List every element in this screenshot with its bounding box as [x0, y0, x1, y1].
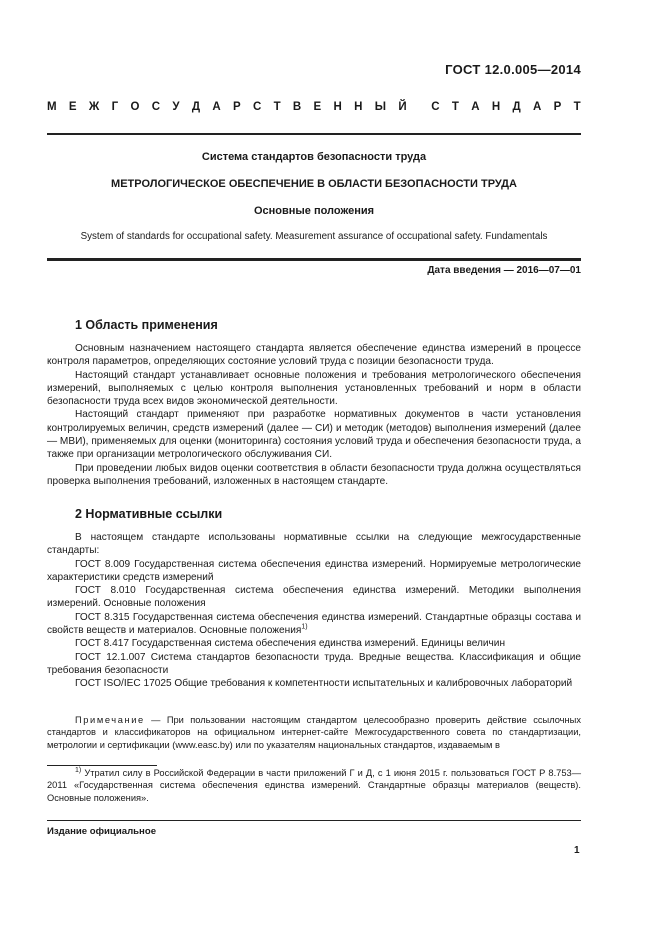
section-2-body [47, 531, 581, 691]
section-1-body [47, 342, 581, 488]
reference-item: ГОСТ 8.009 Государственная система обеспечения единства измерений. Нормируемые метрологические характеристики средств измерений [47, 558, 581, 583]
section-2-heading: 2 Нормативные ссылки [75, 507, 223, 521]
title-rule [47, 258, 581, 261]
footnote [47, 767, 581, 804]
note-text: — При пользовании настоящим стандартом целесообразно проверить действие ссылочных стандартов и классификаторов на официальном интернет-сайте Межгосударственного совета по стандартизации, метрологии и сертификации (www.easc.by) или по указателям национальных стандартов, издаваемым в [47, 715, 581, 750]
page-number: 1 [574, 845, 580, 856]
standard-series: Система стандартов безопасности труда [201, 151, 427, 163]
edition-rule [47, 820, 581, 821]
banner-letter: У [172, 101, 180, 113]
banner-letter: Т [273, 101, 281, 113]
reference-item [47, 611, 581, 638]
banner-letter: Н [354, 101, 363, 113]
banner-letter: О [130, 101, 140, 113]
reference-item: ГОСТ ISO/IEC 17025 Общие требования к компетентности испытательных и калибровочных лабораторий [75, 678, 573, 690]
banner-letter: Т [451, 101, 459, 113]
banner-letter: С [151, 101, 161, 113]
official-edition-label: Издание официальное [47, 826, 157, 837]
banner-letter: Е [68, 101, 77, 113]
section-1-heading: 1 Область применения [75, 318, 218, 332]
banner-letter: А [212, 101, 221, 113]
standard-title: МЕТРОЛОГИЧЕСКОЕ ОБЕСПЕЧЕНИЕ В ОБЛАСТИ БЕЗОПАСНОСТИ ТРУДА [111, 178, 517, 190]
interstate-standard-banner [47, 101, 581, 113]
banner-letter: Д [512, 101, 521, 113]
banner-letter: А [471, 101, 480, 113]
reference-item: ГОСТ 8.010 Государственная система обеспечения единства измерений. Методики выполнения измерений. Основные положения [47, 585, 581, 610]
banner-letter: М [47, 101, 57, 113]
reference-text: ГОСТ 8.315 Государственная система обеспечения единства измерений. Стандартные образцы состава и свойств веществ и материалов. Основные положения [47, 611, 581, 637]
introduction-date: Дата введения — 2016—07—01 [427, 265, 581, 276]
header-rule [47, 133, 581, 135]
reference-item: ГОСТ 8.417 Государственная система обеспечения единства измерений. Единицы величин [75, 638, 506, 650]
banner-letter: Г [111, 101, 119, 113]
paragraph: Основным назначением настоящего стандарта является обеспечение единства измерений в процессе контроля параметров, определяющих состояние условий труда с позиции безопасности труда. [47, 343, 581, 368]
paragraph: При проведении любых видов оценки соответствия в области безопасности труда должна осуществляться проверка выполнения требований, изложенных в настоящем стандарте. [47, 462, 581, 487]
paragraph: Настоящий стандарт применяют при разработке нормативных документов в части установления контролируемых величин, средств измерений (далее — СИ) и методик (методов) выполнения измерений (далее — МВИ), применяемых для оценки (мониторинга) состояния условий труда и обеспечения безопасности труда, а также при организации метрологического обслуживания СИ. [47, 409, 581, 461]
footnote-number: 1) [75, 766, 82, 774]
banner-letter: Ж [88, 101, 100, 113]
banner-letter: Н [333, 101, 342, 113]
standard-subtitle: Основные положения [253, 205, 375, 217]
banner-letter: Е [313, 101, 322, 113]
document-number: ГОСТ 12.0.005—2014 [445, 62, 581, 77]
banner-letter: Р [553, 101, 562, 113]
reference-item: ГОСТ 12.1.007 Система стандартов безопасности труда. Вредные вещества. Классификация и общие требования безопасности [47, 651, 581, 676]
banner-letter: А [532, 101, 542, 113]
footnote-text: Утратил силу в Российской Федерации в части приложений Г и Д, с 1 июня 2015 г. пользоваться ГОСТ Р 8.753—2011 «Государственная система обеспечения единства измерений. Стандартные образцы материалов (веществ). Основные положения». [47, 768, 581, 803]
footnote-rule [47, 765, 157, 766]
english-title: System of standards for occupational safety. Measurement assurance of occupational safety. Fundamentals [80, 231, 548, 242]
banner-letter: Ы [374, 101, 387, 113]
banner-letter: Й [398, 101, 407, 113]
banner-letter: Р [232, 101, 241, 113]
note-label: Примечание [75, 715, 145, 725]
paragraph: В настоящем стандарте использованы нормативные ссылки на следующие межгосударственные стандарты: [47, 532, 581, 557]
footnote-mark: 1) [301, 623, 308, 631]
paragraph: Настоящий стандарт устанавливает основные положения и требования метрологического обеспечения измерений, выполняемых с целью контроля выполнения установленных требований и норм в области безопасности труда всех видов экономической деятельности. [47, 369, 581, 408]
banner-letter: Н [491, 101, 501, 113]
banner-letter: С [431, 101, 440, 113]
note [47, 714, 581, 751]
banner-letter: Т [573, 101, 581, 113]
banner-letter: В [292, 101, 302, 113]
banner-letter: С [252, 101, 262, 113]
banner-letter: Д [191, 101, 201, 113]
